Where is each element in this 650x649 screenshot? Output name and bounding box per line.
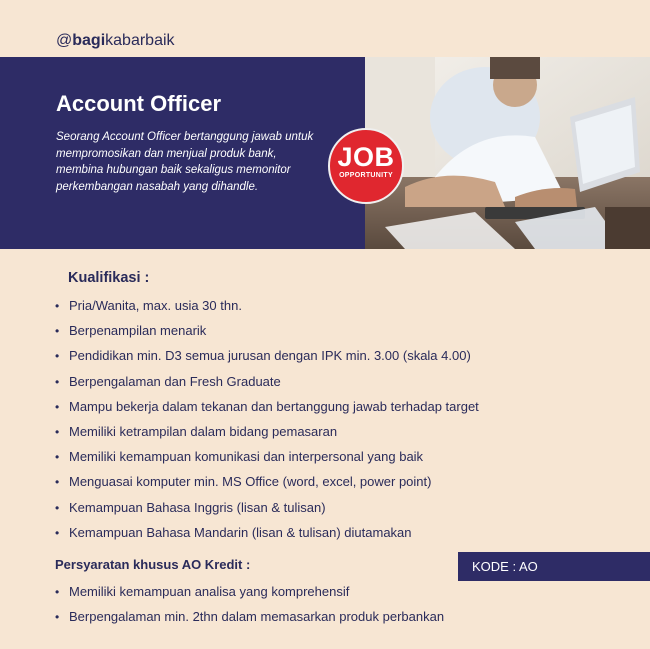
office-photo: [365, 57, 650, 249]
list-item: • Pria/Wanita, max. usia 30 thn.: [55, 296, 479, 321]
list-item: • Kemampuan Bahasa Mandarin (lisan & tulisan) diutamakan: [55, 523, 479, 548]
job-opportunity-badge: [328, 128, 404, 204]
badge-job-text: JOB: [337, 142, 395, 172]
list-item: • Berpengalaman min. 2thn dalam memasarkan produk perbankan: [55, 607, 444, 632]
list-item: • Kemampuan Bahasa Inggris (lisan & tulisan): [55, 498, 479, 523]
list-item: • Pendidikan min. D3 semua jurusan dengan IPK min. 3.00 (skala 4.00): [55, 346, 479, 371]
header-banner: [0, 57, 650, 249]
list-item: • Berpenampilan menarik: [55, 321, 479, 346]
list-item: • Memiliki ketrampilan dalam bidang pemasaran: [55, 422, 479, 447]
qualifications-list: [55, 296, 479, 548]
office-photo-illustration: [365, 57, 650, 249]
handle-bold: bagi: [72, 32, 106, 49]
job-title: Account Officer: [56, 91, 222, 116]
list-item: • Berpengalaman dan Fresh Graduate: [55, 372, 479, 397]
badge-opportunity-text: OPPORTUNITY: [339, 172, 393, 179]
social-handle: [56, 32, 175, 50]
handle-at: @: [56, 32, 73, 49]
list-item: • Memiliki kemampuan analisa yang komprehensif: [55, 582, 444, 607]
list-item: • Menguasai komputer min. MS Office (word, excel, power point): [55, 472, 479, 497]
special-requirements-heading: Persyaratan khusus AO Kredit :: [55, 557, 251, 572]
job-code-badge: KODE : AO: [458, 552, 650, 581]
special-requirements-list: [55, 582, 444, 632]
list-item: • Memiliki kemampuan komunikasi dan interpersonal yang baik: [55, 447, 479, 472]
list-item: • Mampu bekerja dalam tekanan dan bertanggung jawab terhadap target: [55, 397, 479, 422]
handle-rest: kabarbaik: [105, 32, 175, 49]
job-description: Seorang Account Officer bertanggung jawab untuk mempromosikan dan menjual produk bank, membina hubungan baik sekaligus memonitor perkembangan nasabah yang dihandle.: [56, 131, 314, 193]
qualifications-heading: Kualifikasi :: [68, 270, 150, 286]
